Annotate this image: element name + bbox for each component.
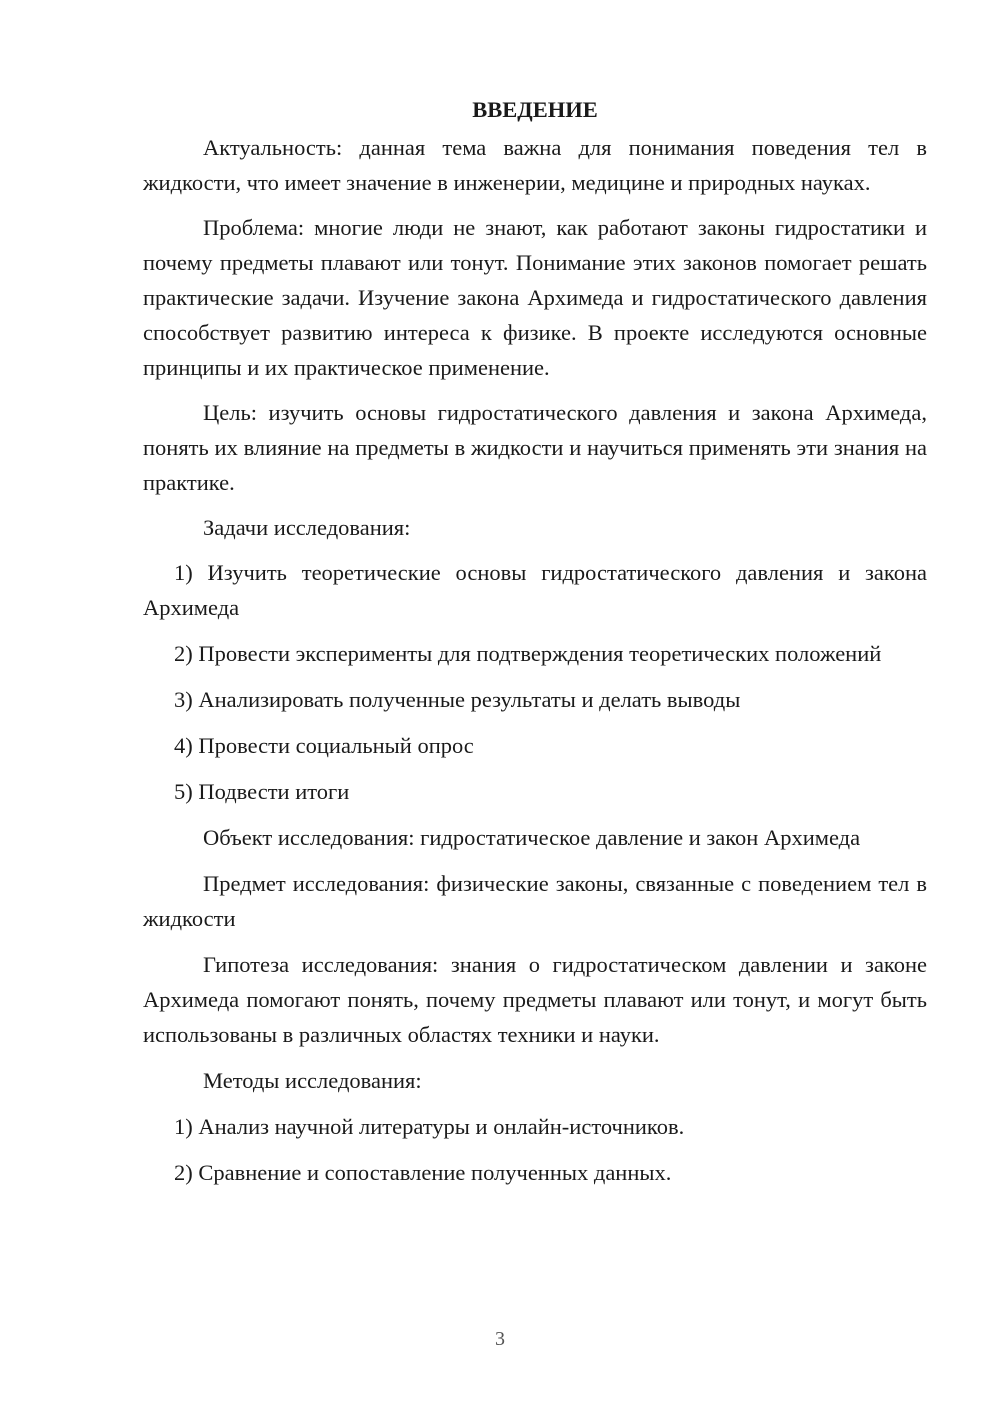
problem-paragraph: Проблема: многие люди не знают, как работают законы гидростатики и почему предметы плавают или тонут. Понимание этих законов помогает решать практические задачи. Изучение закона Архимеда и гидростатического давления способствует развитию интереса к физике. В проекте исследуются основные принципы и их практическое применение.: [143, 215, 927, 380]
task-item-1: 1) Изучить теоретические основы гидростатического давления и закона Архимеда: [143, 560, 927, 620]
page-number: 3: [495, 1328, 505, 1350]
document-page: [143, 92, 927, 1190]
method-item-1: 1) Анализ научной литературы и онлайн-источников.: [174, 1114, 685, 1139]
task-item-4: 4) Провести социальный опрос: [174, 733, 474, 758]
task-item-2: 2) Провести эксперименты для подтверждения теоретических положений: [174, 641, 882, 666]
section-title: ВВЕДЕНИЕ: [472, 97, 598, 122]
object-paragraph: Объект исследования: гидростатическое давление и закон Архимеда: [203, 825, 861, 850]
goal-paragraph: Цель: изучить основы гидростатического давления и закона Архимеда, понять их влияние на предметы в жидкости и научиться применять эти знания на практике.: [143, 400, 927, 495]
method-item-2: 2) Сравнение и сопоставление полученных данных.: [174, 1160, 672, 1185]
methods-heading: Методы исследования:: [203, 1068, 422, 1093]
relevance-paragraph: Актуальность: данная тема важна для понимания поведения тел в жидкости, что имеет значение в инженерии, медицине и природных науках.: [143, 135, 927, 195]
hypothesis-paragraph: Гипотеза исследования: знания о гидростатическом давлении и законе Архимеда помогают понять, почему предметы плавают или тонут, и могут быть использованы в различных областях техники и науки.: [143, 952, 927, 1047]
task-item-3: 3) Анализировать полученные результаты и делать выводы: [174, 687, 741, 712]
tasks-heading: Задачи исследования:: [203, 515, 411, 540]
task-item-5: 5) Подвести итоги: [174, 779, 350, 804]
subject-paragraph: Предмет исследования: физические законы, связанные с поведением тел в жидкости: [143, 871, 927, 931]
